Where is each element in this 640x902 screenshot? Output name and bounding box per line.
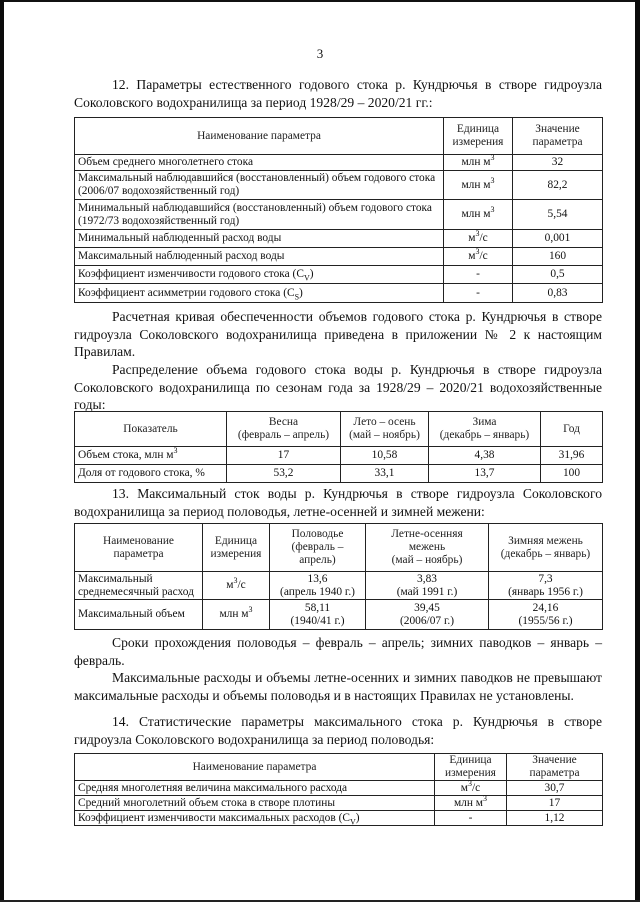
column-header-flood: Половодье (февраль – апрель) bbox=[270, 524, 366, 572]
value-cell: 17 bbox=[507, 796, 603, 811]
section-12-intro-text: 12. Параметры естественного годового стока р. Кундрючья в створе гидроузла Соколовского водохранилища за период 1928/29 – 2020/21 гг.: bbox=[74, 77, 602, 110]
indicator-name: Доля от годового стока, % bbox=[75, 465, 227, 483]
table-row bbox=[75, 811, 603, 826]
section-14-intro-text: 14. Статистические параметры максимального стока р. Кундрючья в створе гидроузла Соколовского водохранилища за период половодья: bbox=[74, 714, 602, 747]
column-header-summer-autumn-lowflow: Летне-осенняя межень (май – ноябрь) bbox=[366, 524, 489, 572]
column-header: Единица измерения bbox=[444, 118, 513, 155]
table-row bbox=[75, 230, 603, 248]
paragraph-supply-curve bbox=[74, 308, 602, 361]
flood-statistics-table bbox=[74, 753, 603, 826]
table-header-row bbox=[75, 524, 603, 572]
column-header-year: Год bbox=[541, 412, 603, 447]
paragraph-seasonal-distribution-text: Распределение объема годового стока воды р. Кундрючья в створе гидроузла Соколовского водохранилища по сезонам года за 1928/29 – 2020/21 водохозяйственные годы: bbox=[74, 362, 602, 412]
value-cell: 7,3 (январь 1956 г.) bbox=[489, 572, 603, 600]
column-header: Наименование параметра bbox=[75, 754, 435, 781]
value-cell: 13,7 bbox=[429, 465, 541, 483]
value-cell: 100 bbox=[541, 465, 603, 483]
table-row bbox=[75, 600, 603, 630]
value-cell: 3,83 (май 1991 г.) bbox=[366, 572, 489, 600]
value-cell: 0,5 bbox=[513, 266, 603, 284]
value-cell: 13,6 (апрель 1940 г.) bbox=[270, 572, 366, 600]
scan-border-left bbox=[0, 0, 4, 902]
value-cell: 58,11 (1940/41 г.) bbox=[270, 600, 366, 630]
table-row bbox=[75, 284, 603, 303]
value-cell: 24,16 (1955/56 г.) bbox=[489, 600, 603, 630]
column-header: Наименование параметра bbox=[75, 118, 444, 155]
column-header-unit: Единица измерения bbox=[203, 524, 270, 572]
table-row bbox=[75, 171, 603, 200]
table-row bbox=[75, 266, 603, 284]
unit-cell: $м^3/с$ bbox=[444, 248, 513, 266]
table-row bbox=[75, 447, 603, 465]
column-header: Единица измерения bbox=[435, 754, 507, 781]
table-row bbox=[75, 796, 603, 811]
table-header-row bbox=[75, 754, 603, 781]
column-header: Значение параметра bbox=[507, 754, 603, 781]
unit-cell: - bbox=[444, 266, 513, 284]
paragraph-supply-curve-text: Расчетная кривая обеспеченности объемов годового стока р. Кундрючья в створе гидроузла Соколовского водохранилища приведена в приложении № 2 к настоящим Правилам. bbox=[74, 309, 602, 359]
value-cell: 32 bbox=[513, 155, 603, 171]
value-cell: 31,96 bbox=[541, 447, 603, 465]
parameter-name: Коэффициент асимметрии годового стока $(C_S)$ bbox=[75, 284, 444, 303]
table-row bbox=[75, 781, 603, 796]
table-row bbox=[75, 155, 603, 171]
parameter-name: Минимальный наблюдавшийся (восстановленный) объем годового стока (1972/73 водохозяйственный год) bbox=[75, 200, 444, 230]
unit-cell: $м^3/с$ bbox=[435, 781, 507, 796]
section-13-intro bbox=[74, 485, 602, 520]
paragraph-seasonal-distribution bbox=[74, 361, 602, 414]
parameter-name: Коэффициент изменчивости годового стока $(C_V)$ bbox=[75, 266, 444, 284]
scan-border-top bbox=[0, 0, 640, 2]
value-cell: 17 bbox=[227, 447, 341, 465]
unit-cell: млн $м^3$ bbox=[444, 171, 513, 200]
parameter-name: Максимальный наблюдавшийся (восстановленный) объем годового стока (2006/07 водохозяйственный год) bbox=[75, 171, 444, 200]
value-cell: 53,2 bbox=[227, 465, 341, 483]
maximum-runoff-table bbox=[74, 523, 603, 630]
table-header-row bbox=[75, 412, 603, 447]
table-row bbox=[75, 200, 603, 230]
unit-cell: - bbox=[444, 284, 513, 303]
section-14-intro bbox=[74, 713, 602, 748]
table-row bbox=[75, 465, 603, 483]
parameter-name: Коэффициент изменчивости максимальных расходов $(C_V)$ bbox=[75, 811, 435, 826]
value-cell: 82,2 bbox=[513, 171, 603, 200]
unit-cell: млн $м^3$ bbox=[435, 796, 507, 811]
parameter-name: Средний многолетний объем стока в створе плотины bbox=[75, 796, 435, 811]
column-header-parameter: Наименование параметра bbox=[75, 524, 203, 572]
column-header: Значение параметра bbox=[513, 118, 603, 155]
value-cell: 10,58 bbox=[341, 447, 429, 465]
paragraph-maximum-flows bbox=[74, 669, 602, 704]
table-row bbox=[75, 572, 603, 600]
parameter-name: Максимальный среднемесячный расход bbox=[75, 572, 203, 600]
table-row bbox=[75, 248, 603, 266]
unit-cell: $м^3/с$ bbox=[203, 572, 270, 600]
value-cell: 0,001 bbox=[513, 230, 603, 248]
section-13-intro-text: 13. Максимальный сток воды р. Кундрючья в створе гидроузла Соколовского водохранилища за период половодья, летне-осенней и зимней межени: bbox=[74, 486, 602, 519]
value-cell: 1,12 bbox=[507, 811, 603, 826]
value-cell: 5,54 bbox=[513, 200, 603, 230]
value-cell: 0,83 bbox=[513, 284, 603, 303]
column-header-indicator: Показатель bbox=[75, 412, 227, 447]
indicator-name: Объем стока, млн $м^3$ bbox=[75, 447, 227, 465]
column-header-winter: Зима (декабрь – январь) bbox=[429, 412, 541, 447]
unit-cell: млн $м^3$ bbox=[444, 155, 513, 171]
seasonal-distribution-table bbox=[74, 411, 603, 483]
parameter-name: Максимальный объем bbox=[75, 600, 203, 630]
page-number: 3 bbox=[316, 46, 324, 61]
unit-cell: млн $м^3$ bbox=[203, 600, 270, 630]
paragraph-flood-timing bbox=[74, 634, 602, 669]
value-cell: 39,45 (2006/07 г.) bbox=[366, 600, 489, 630]
unit-cell: млн $м^3$ bbox=[444, 200, 513, 230]
parameter-name: Средняя многолетняя величина максимального расхода bbox=[75, 781, 435, 796]
value-cell: 4,38 bbox=[429, 447, 541, 465]
section-12-intro bbox=[74, 76, 602, 111]
column-header-summer-autumn: Лето – осень (май – ноябрь) bbox=[341, 412, 429, 447]
scan-border-right bbox=[635, 0, 640, 902]
annual-runoff-parameters-table bbox=[74, 117, 603, 303]
value-cell: 30,7 bbox=[507, 781, 603, 796]
paragraph-flood-timing-text: Сроки прохождения половодья – февраль – апрель; зимних паводков – январь – февраль. bbox=[74, 635, 602, 668]
value-cell: 33,1 bbox=[341, 465, 429, 483]
parameter-name: Объем среднего многолетнего стока bbox=[75, 155, 444, 171]
unit-cell: $м^3/с$ bbox=[444, 230, 513, 248]
column-header-spring: Весна (февраль – апрель) bbox=[227, 412, 341, 447]
table-header-row bbox=[75, 118, 603, 155]
column-header-winter-lowflow: Зимняя межень (декабрь – январь) bbox=[489, 524, 603, 572]
paragraph-maximum-flows-text: Максимальные расходы и объемы летне-осенних и зимних паводков не превышают максимальные расходы и объемы половодья и в настоящих Правилах не установлены. bbox=[74, 670, 602, 703]
parameter-name: Максимальный наблюденный расход воды bbox=[75, 248, 444, 266]
parameter-name: Минимальный наблюденный расход воды bbox=[75, 230, 444, 248]
value-cell: 160 bbox=[513, 248, 603, 266]
unit-cell: - bbox=[435, 811, 507, 826]
